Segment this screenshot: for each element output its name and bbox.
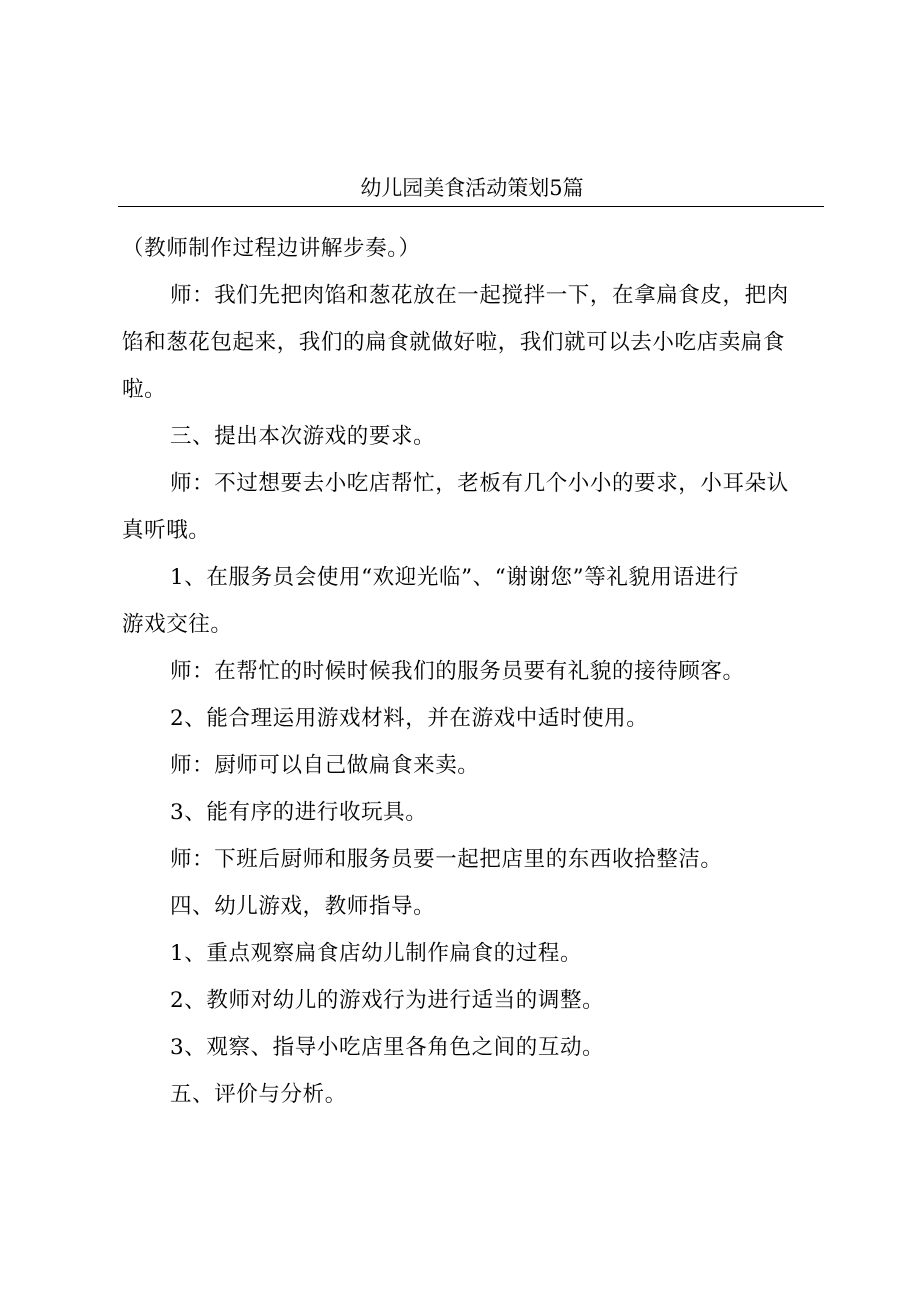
text-line: 2、能合理运用游戏材料，并在游戏中适时使用。 [170,706,649,731]
text-line: 师：在帮忙的时候时候我们的服务员要有礼貌的接待顾客。 [170,659,745,684]
text-line: 师：下班后厨师和服务员要一起把店里的东西收拾整洁。 [170,847,723,872]
text-line: 三、提出本次游戏的要求。 [170,424,436,449]
text-line: 3、观察、指导小吃店里各角色之间的互动。 [170,1035,605,1060]
text-line: 馅和葱花包起来，我们的扁食就做好啦，我们就可以去小吃店卖扁食 [122,330,786,355]
text-line: 师：我们先把肉馅和葱花放在一起搅拌一下，在拿扁食皮，把肉 [170,283,789,308]
text-line: 1、在服务员会使用“欢迎光临”、“谢谢您”等礼貌用语进行 [170,565,739,590]
text-line: 师：不过想要去小吃店帮忙，老板有几个小小的要求，小耳朵认 [170,471,789,496]
text-line: 四、幼儿游戏，教师指导。 [170,894,436,919]
text-line: （教师制作过程边讲解步奏。） [122,236,421,261]
document-body [122,225,824,1118]
text-line: 2、教师对幼儿的游戏行为进行适当的调整。 [170,988,605,1013]
text-line: 1、重点观察扁食店幼儿制作扁食的过程。 [170,941,583,966]
header-divider [118,206,824,207]
text-line: 3、能有序的进行收玩具。 [170,800,428,825]
text-line: 游戏交往。 [122,612,233,637]
text-line: 啦。 [122,377,167,402]
text-line: 师：厨师可以自己做扁食来卖。 [170,753,480,778]
document-header-title: 幼儿园美食活动策划5篇 [360,176,584,200]
text-line: 真听哦。 [122,518,211,543]
text-line: 五、评价与分析。 [170,1082,347,1107]
